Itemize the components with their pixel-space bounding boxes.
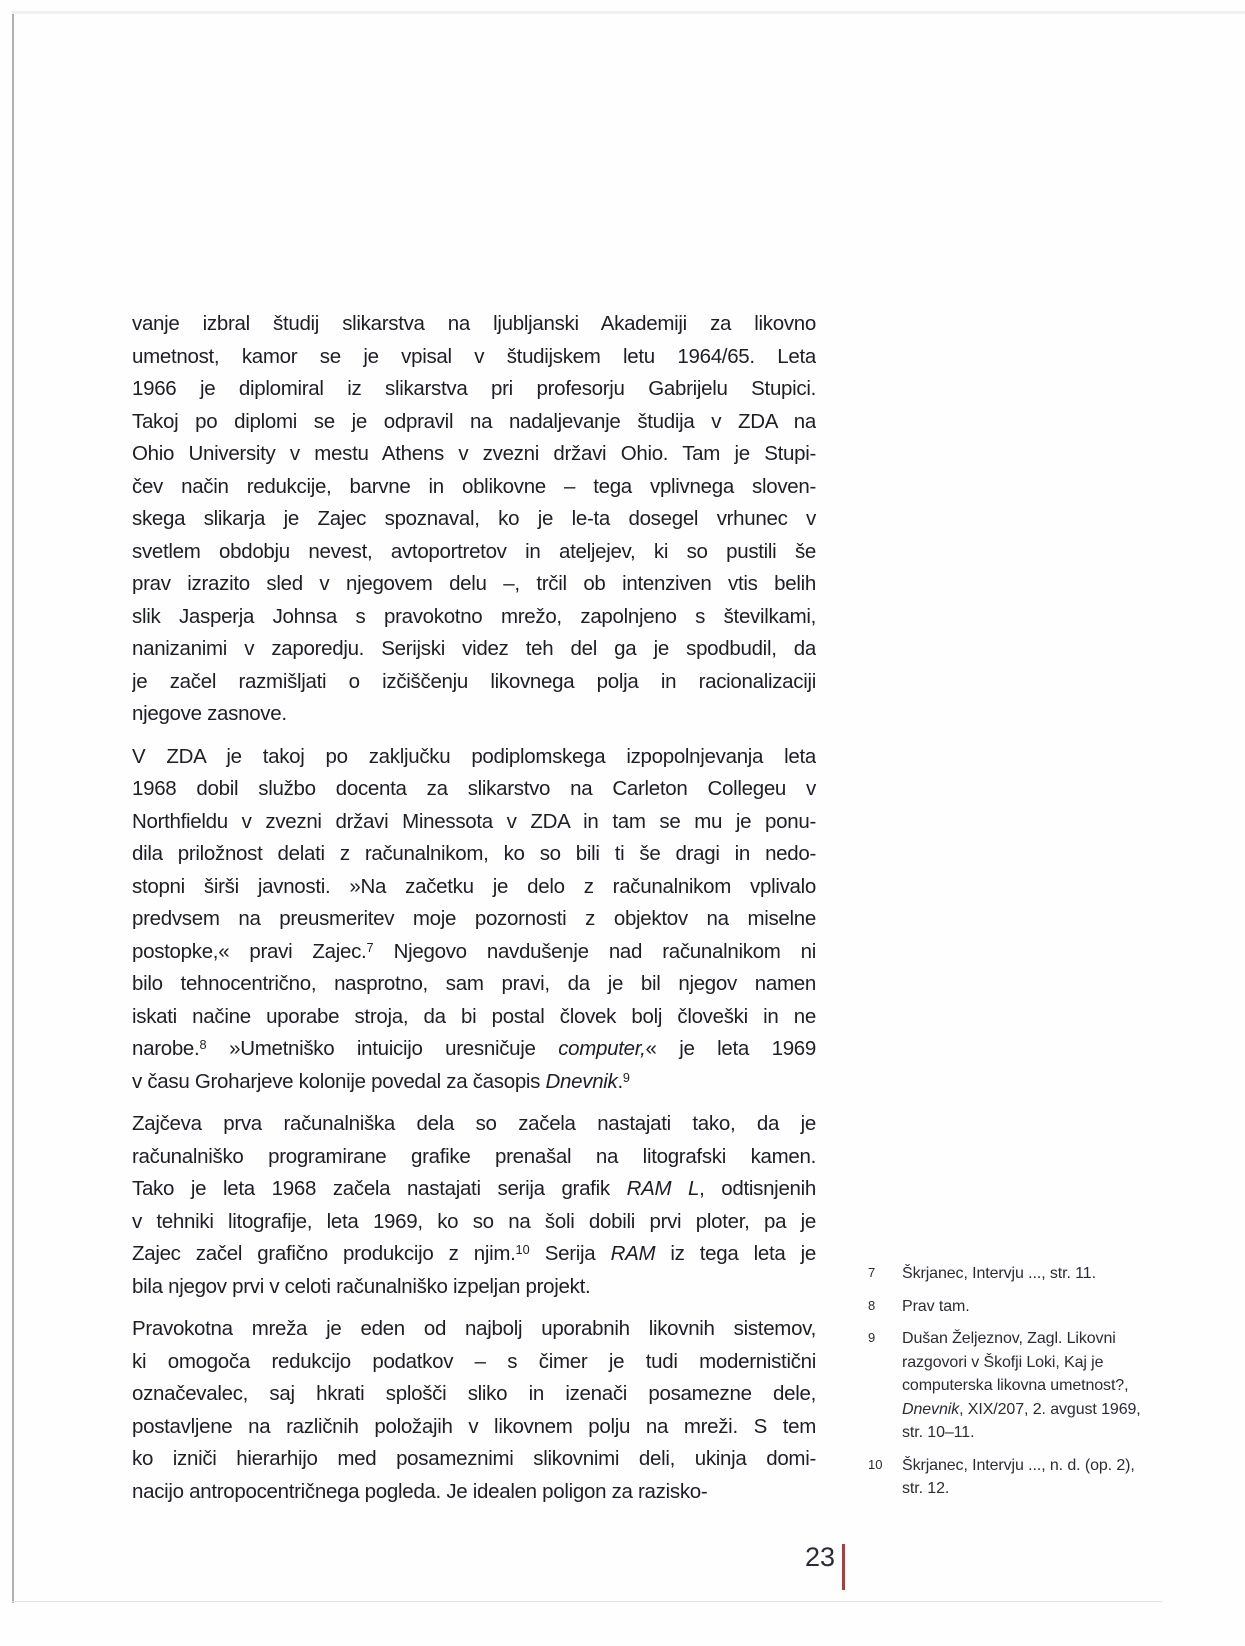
footnote-text	[902, 1454, 1135, 1501]
text-line: v tehniki litografije, leta 1969, ko so na šoli dobili prvi ploter, pa je	[132, 1209, 816, 1233]
text-line: ki omogoča redukcijo podatkov – s čimer je tudi modernistični	[132, 1349, 816, 1373]
page-footer	[700, 1542, 845, 1590]
text-line: Zajec začel grafično produkcijo z njim.$^{10}$ Serija RAM iz tega leta je	[132, 1242, 816, 1265]
text-line: 1968 dobil službo docenta za slikarstvo na Carleton Collegeu v	[132, 777, 816, 800]
footnote-line: computerska likovna umetnost?,	[902, 1377, 1129, 1394]
footnote-line: Dušan Željeznov, Zagl. Likovni	[902, 1330, 1116, 1347]
footnote-line: razgovori v Škofji Loki, Kaj je	[902, 1353, 1104, 1371]
text-line: Pravokotna mreža je eden od najbolj uporabnih likovnih sistemov,	[132, 1317, 816, 1340]
footnote-number: 9	[868, 1330, 876, 1345]
text-line: 1966 je diplomiral iz slikarstva pri profesorju Gabrijelu Stupici.	[132, 377, 816, 400]
page-number-accent-bar	[842, 1544, 845, 1590]
footnotes-column	[868, 1262, 1170, 1510]
text-line: dila priložnost delati z računalnikom, ko so bili ti še dragi in nedo-	[132, 842, 816, 865]
text-line: Tako je leta 1968 začela nastajati serija grafik RAM L, odtisnjenih	[132, 1177, 816, 1200]
footnote-line: str. 10–11.	[902, 1424, 975, 1441]
page-scan-edge-bottom	[12, 1601, 1162, 1602]
text-line: je začel razmišljati o izčiščenju likovnega polja in racionalizaciji	[132, 669, 816, 693]
page-scan-edge-top	[12, 11, 1245, 14]
text-line: bila njegov prvi v celoti računalniško izpeljan projekt.	[132, 1274, 591, 1298]
text-line: njegove zasnove.	[132, 702, 287, 725]
paragraph	[132, 741, 816, 1099]
footnote-line: Škrjanec, Intervju ..., str. 11.	[902, 1265, 1096, 1282]
text-line: prav izrazito sled v njegovem delu –, trčil ob intenziven vtis belih	[132, 572, 816, 595]
text-line: nanizanimi v zaporedju. Serijski videz teh del ga je spodbudil, da	[132, 637, 816, 660]
paragraph	[132, 1313, 816, 1508]
footnote-line: Škrjanec, Intervju ..., n. d. (op. 2),	[902, 1456, 1135, 1474]
text-line: V ZDA je takoj po zaključku podiplomskega izpopolnjevanja leta	[132, 744, 816, 768]
footnote	[868, 1327, 1170, 1445]
text-line: skega slikarja je Zajec spoznaval, ko je le-ta dosegel vrhunec v	[132, 507, 816, 530]
paragraph	[132, 308, 816, 731]
text-line: računalniško programirane grafike prenašal na litografski kamen.	[132, 1144, 816, 1168]
footnote-line: Prav tam.	[902, 1297, 970, 1315]
text-line: stopni širši javnosti. »Na začetku je delo z računalnikom vplivalo	[132, 874, 816, 898]
main-text-column	[132, 308, 816, 1518]
text-line: označevalec, saj hkrati splošči sliko in izenači posamezne dele,	[132, 1382, 816, 1405]
footnote-text	[902, 1262, 1096, 1286]
text-line: Zajčeva prva računalniška dela so začela nastajati tako, da je	[132, 1112, 816, 1135]
footnote	[868, 1262, 1170, 1286]
text-line: postavljene na različnih položajih v likovnem polju na mreži. S tem	[132, 1414, 816, 1438]
footnote-text	[902, 1327, 1141, 1445]
text-line: čev način redukcije, barvne in oblikovne – tega vplivnega sloven-	[132, 474, 816, 498]
page-number: 23	[804, 1542, 835, 1572]
text-line: vanje izbral študij slikarstva na ljubljanski Akademiji za likovno	[132, 312, 816, 335]
text-line: narobe.$^8$ »Umetniško intuicijo uresničuje computer,« je leta 1969	[132, 1037, 816, 1060]
text-line: bilo tehnocentrično, nasprotno, sam pravi, da je bil njegov namen	[132, 972, 816, 995]
page-scan-edge-left	[12, 14, 14, 1603]
text-line: Northfieldu v zvezni državi Minessota v ZDA in tam se mu je ponu-	[132, 809, 816, 833]
footnote-number: 7	[868, 1265, 876, 1280]
footnote	[868, 1295, 1170, 1319]
text-line: svetlem obdobju nevest, avtoportretov in ateljejev, ki so pustili še	[132, 539, 816, 563]
text-line: Takoj po diplomi se je odpravil na nadaljevanje študija v ZDA na	[132, 409, 816, 433]
text-line: iskati načine uporabe stroja, da bi postal človek bolj človeški in ne	[132, 1004, 816, 1028]
footnote-number: 8	[868, 1297, 876, 1313]
footnote-line: Dnevnik, XIX/207, 2. avgust 1969,	[902, 1400, 1141, 1418]
footnote-text	[902, 1295, 970, 1319]
text-line: postopke,« pravi Zajec.$^7$ Njegovo navdušenje nad računalnikom ni	[132, 939, 816, 963]
text-line: nacijo antropocentričnega pogleda. Je idealen poligon za razisko-	[132, 1479, 708, 1503]
text-line: predvsem na preusmeritev moje pozornosti z objektov na miselne	[132, 907, 816, 930]
text-line: ko izniči hierarhijo med posameznimi slikovnimi deli, ukinja domi-	[132, 1447, 816, 1470]
footnote-number: 10	[868, 1456, 883, 1472]
paragraph	[132, 1108, 816, 1303]
text-line: Ohio University v mestu Athens v zvezni državi Ohio. Tam je Stupi-	[132, 442, 816, 465]
text-line: umetnost, kamor se je vpisal v študijskem letu 1964/65. Leta	[132, 344, 816, 368]
text-line: v času Groharjeve kolonije povedal za časopis Dnevnik.$^9$	[132, 1069, 630, 1093]
footnote-line: str. 12.	[902, 1480, 950, 1497]
text-line: slik Jasperja Johnsa s pravokotno mrežo, zapolnjeno s številkami,	[132, 604, 816, 628]
footnote	[868, 1454, 1170, 1501]
